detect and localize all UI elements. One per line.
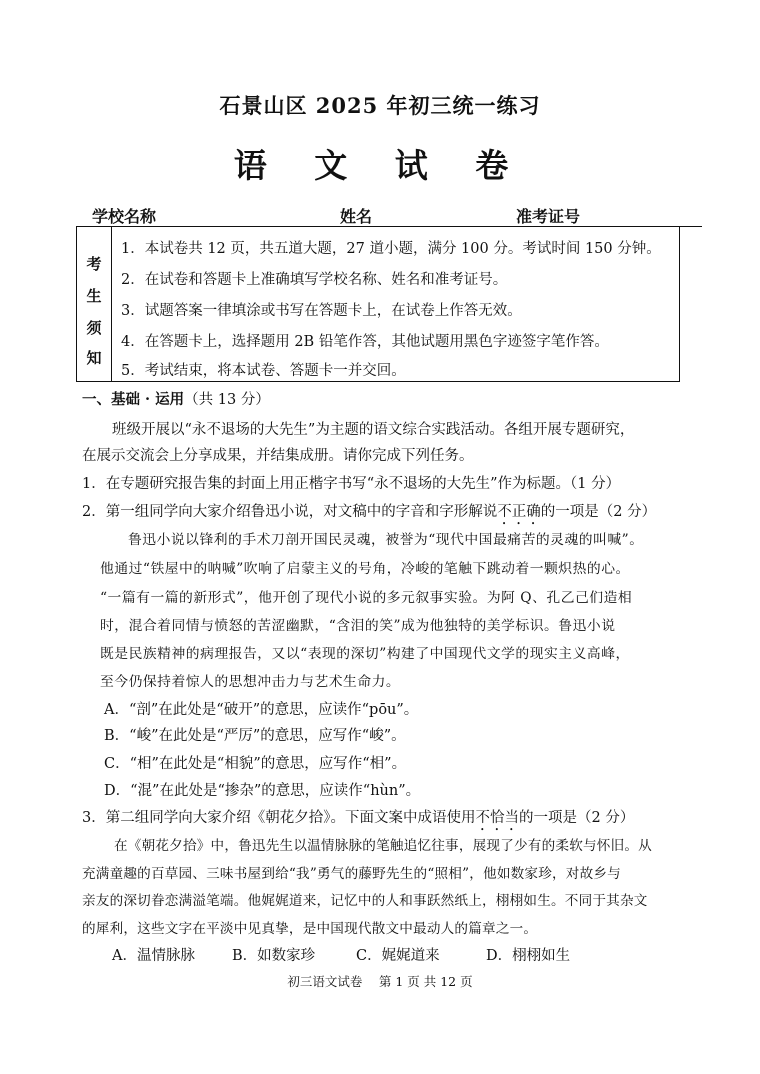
section-points: （共 13 分） (184, 392, 270, 408)
school-blank[interactable] (158, 208, 338, 227)
page-footer: 初三语文试卷 第 1 页 共 12 页 (287, 974, 473, 989)
question-2-option-a[interactable]: A．“剖”在此处是“破开”的意思，应读作“pōu”。 (104, 702, 419, 718)
school-label: 学校名称 (92, 207, 157, 226)
passage-line: 充满童趣的百草园、三味书屋到给“我”勇气的藤野先生的“照相”，他如数家珍，对故乡与 (82, 866, 621, 882)
name-label: 姓名 (340, 207, 373, 226)
question-2-pre: 2．第一组同学向大家介绍鲁迅小说，对文稿中的字音和字形解说 (82, 504, 498, 520)
question-2-option-b[interactable]: B．“峻”在此处是“严厉”的意思，应写作“峻”。 (104, 728, 406, 744)
section-intro-line: 班级开展以“永不退场的大先生”为主题的语文综合实践活动。各组开展专题研究， (112, 422, 635, 438)
question-2-post: 的一项是（2 分） (540, 504, 657, 520)
question-2-emphasis: 不正确 (497, 504, 541, 520)
notice-side-label (77, 227, 112, 381)
question-3-option-b[interactable]: B．如数家珍 (232, 948, 316, 964)
question-1: 1．在专题研究报告集的封面上用正楷字书写“永不退场的大先生”作为标题。（1 分） (82, 476, 621, 492)
exam-title: 石景山区 2025 年初三统一练习 (219, 93, 541, 118)
question-3-pre: 3．第二组同学向大家介绍《朝花夕拾》。下面文案中成语使用 (82, 810, 476, 826)
section-heading (82, 388, 270, 409)
question-2-option-d[interactable]: D．“混”在此处是“掺杂”的意思，应读作“hùn”。 (104, 783, 421, 799)
passage-line: 他通过“铁屋中的呐喊”吹响了启蒙主义的号角，冷峻的笔触下跳动着一颗炽热的心。 (100, 561, 630, 577)
student-info-line (92, 204, 704, 227)
notice-item: 5．考试结束，将本试卷、答题卡一并交回。 (121, 363, 406, 379)
question-3-option-c[interactable]: C．娓娓道来 (356, 948, 440, 964)
passage-line: “一篇有一篇的新形式”，他开创了现代小说的多元叙事实验。为阿 Q、孔乙己们造相 (100, 590, 633, 606)
exam-subject-title: 语 文 试 卷 (233, 146, 527, 185)
section-title: 一、基础 · 运用 (82, 391, 185, 408)
passage-line: 鲁迅小说以锋利的手术刀剖开国民灵魂，被誉为“现代中国最痛苦的灵魂的叫喊”。 (128, 532, 644, 548)
passage-line: 既是民族精神的病理报告，又以“表现的深切”构建了中国现代文学的现实主义高峰， (100, 646, 630, 662)
exam-id-label: 准考证号 (516, 207, 581, 226)
notice-item: 2．在试卷和答题卡上准确填写学校名称、姓名和准考证号。 (121, 272, 508, 288)
passage-line: 亲友的深切眷恋满溢笔端。他娓娓道来，记忆中的人和事跃然纸上，栩栩如生。不同于其杂文 (82, 893, 648, 909)
question-2-stem (82, 500, 656, 528)
exam-id-blank[interactable] (582, 208, 702, 227)
section-intro-line: 在展示交流会上分享成果，并结集成册。请你完成下列任务。 (82, 448, 474, 464)
passage-line: 在《朝花夕拾》中，鲁迅先生以温情脉脉的笔触追忆往事，展现了少有的柔软与怀旧。从 (114, 838, 652, 854)
notice-item: 4．在答题卡上，选择题用 2B 铅笔作答，其他试题用黑色字迹签字笔作答。 (121, 334, 609, 350)
notice-side-char: 生 (86, 287, 102, 305)
name-blank[interactable] (374, 208, 514, 227)
question-3-option-d[interactable]: D．栩栩如生 (486, 948, 571, 964)
question-3-emphasis: 不恰当 (475, 810, 519, 826)
notice-item: 3．试题答案一律填涂或书写在答题卡上，在试卷上作答无效。 (121, 303, 522, 319)
notice-side-char: 须 (86, 319, 102, 337)
question-2-option-c[interactable]: C．“相”在此处是“相貌”的意思，应写作“相”。 (104, 756, 407, 772)
passage-line: 的犀利，这些文字在平淡中见真挚，是中国现代散文中最动人的篇章之一。 (82, 921, 538, 937)
passage-line: 至今仍保持着惊人的思想冲击力与艺术生命力。 (100, 674, 401, 690)
notice-item: 1．本试卷共 12 页，共五道大题，27 道小题，满分 100 分。考试时间 150 分钟。 (121, 241, 661, 257)
question-3-stem (82, 806, 634, 834)
notice-side-char: 考 (86, 255, 102, 273)
passage-line: 时，混合着同情与愤怒的苦涩幽默，“含泪的笑”成为他独特的美学标识。鲁迅小说 (100, 618, 616, 634)
question-3-post: 的一项是（2 分） (518, 810, 635, 826)
candidate-notice-box (76, 226, 680, 382)
notice-side-char: 知 (86, 349, 102, 367)
question-3-option-a[interactable]: A．温情脉脉 (112, 948, 195, 964)
